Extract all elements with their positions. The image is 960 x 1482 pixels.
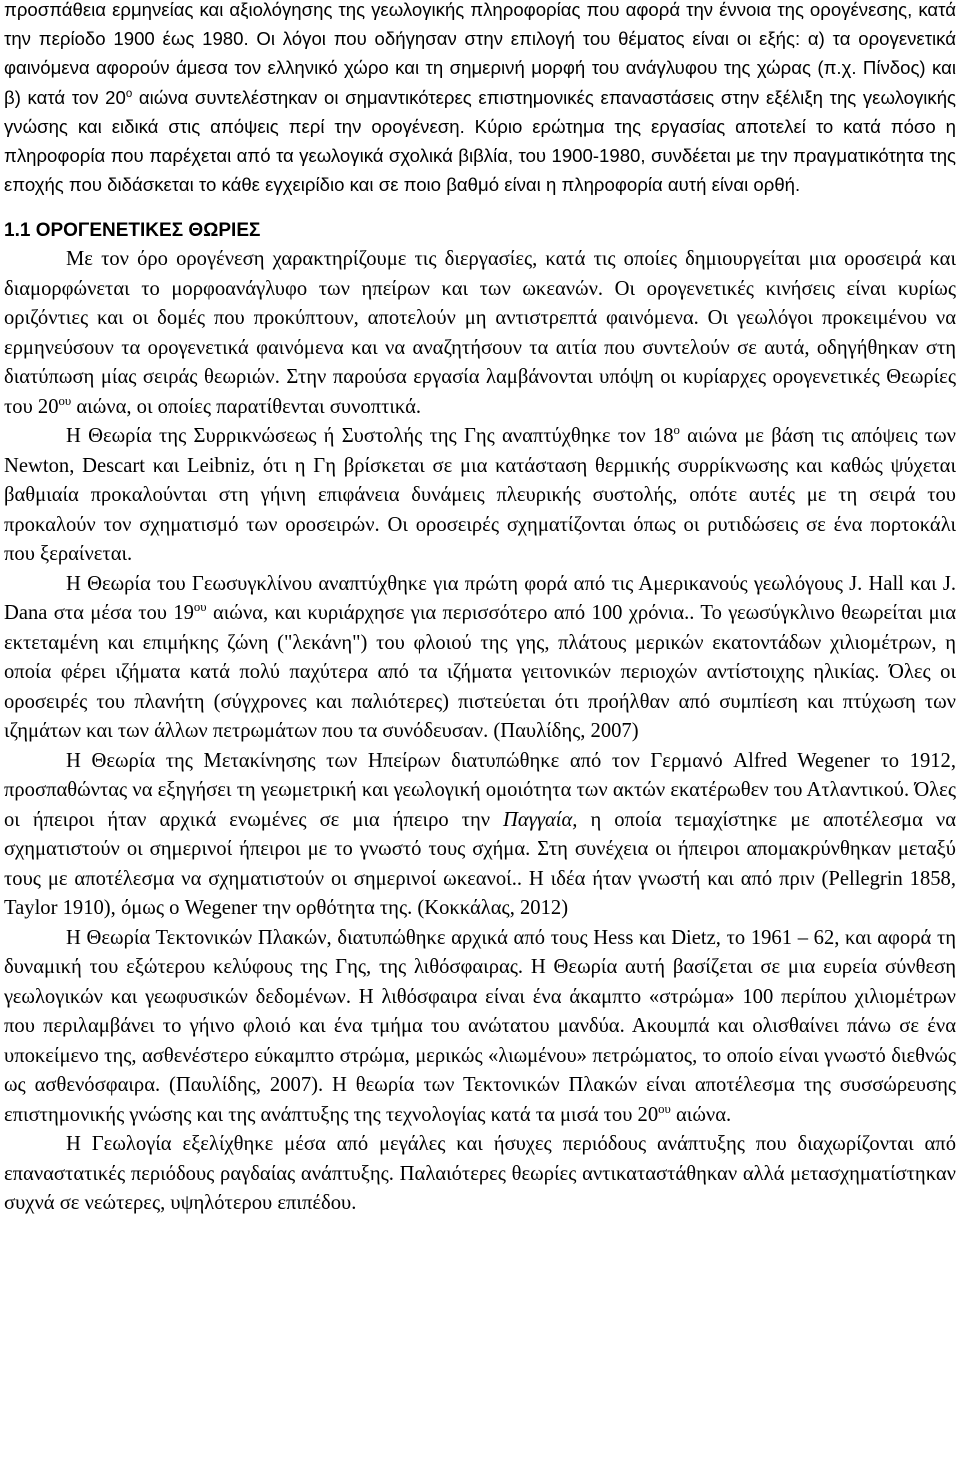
paragraph-text: Η Θεωρία του Γεωσυγκλίνου αναπτύχθηκε για πρώτη φορά από τις Αμερικανούς γεωλόγους J. Hall και J. Dana στα μέσα του 19: [4, 572, 956, 625]
paragraph-orogenesis-definition: [4, 245, 956, 422]
superscript: ου: [193, 600, 207, 615]
paragraph-geosyncline-theory: [4, 570, 956, 747]
paragraph-text: αιώνα, οι οποίες παρατίθενται συνοπτικά.: [71, 395, 422, 418]
paragraph-geology-evolution: [4, 1130, 956, 1219]
intro-text-part-2: αιώνα συντελέστηκαν οι σημαντικότερες επιστημονικές επαναστάσεις στην εξέλιξη της γεωλογικής γνώσης και ειδικά στις απόψεις περί την ορογένεση. Κύριο ερώτημα της εργασίας αποτελεί το κατά πόσο η πληροφορία που παρέχεται από τα γεωλογικά σχολικά βιβλία, του 1900-1980, συνδέεται με την πραγματικότητα της εποχής που διδάσκεται το κάθε εγχειρίδιο και σε ποιο βαθμό είναι η πληροφορία αυτή είναι ορθή.: [4, 86, 957, 196]
paragraph-text: Η Θεωρία Τεκτονικών Πλακών, διατυπώθηκε αρχικά από τους Hess και Dietz, το 1961 – 62, και αφορά τη δυναμική του εξώτερου κελύφους της Γης, της λιθόσφαιρας. Η Θεωρία αυτή βασίζεται σε μια ευρεία σύνθεση γεωλογικών και γεωφυσικών δεδομένων. Η λιθόσφαιρα είναι ένα άκαμπτο «στρώμα» 100 περίπου χιλιομέτρων που περιλαμβάνει το γήινο φλοιό και ένα τμήμα του ανώτατου μανδύα. Ακουμπά και ολισθαίνει πάνω σε ένα υποκείμενο της, ασθενέστερο εύκαμπτο στρώμα, μερικώς «λιωμένου» πετρώματος, το οποίο είναι γνωστό διεθνώς ως ασθενόσφαιρα. (Παυλίδης, 2007). Η θεωρία των Τεκτονικών Πλακών είναι αποτέλεσμα της συσσώρευσης επιστημονικής γνώσης και της ανάπτυξης της τεχνολογίας κατά τα μισά του 20: [4, 926, 956, 1126]
document-page: [4, 0, 956, 1219]
paragraph-text: Με τον όρο ορογένεση χαρακτηρίζουμε τις διεργασίες, κατά τις οποίες δημιουργείται μια οροσειρά και διαμορφώνεται το μορφοανάγλυφο των ηπείρων και των ωκεανών. Οι ορογενετικές κινήσεις είναι κυρίως οριζόντιες και οι δομές που προκύπτουν, αποτελούν μη αντιστρεπτά φαινόμενα. Οι γεωλόγοι προκειμένου να ερμηνεύσουν τα ορογενετικά φαινόμενα και να αναζητήσουν τα αιτία που συντελούν σε αυτά, οδηγήθηκαν στη διατύπωση μίας σειράς θεωριών. Στην παρούσα εργασία λαμβάνονται υπόψη οι κυρίαρχες ορογενετικές Θεωρίες του 20: [4, 248, 956, 418]
superscript: ου: [658, 1102, 671, 1117]
pangaea-term: Παγγαία,: [503, 808, 578, 831]
paragraph-plate-tectonics: [4, 924, 956, 1131]
superscript: ου: [58, 394, 72, 409]
paragraph-text: Η Θεωρία της Συρρικνώσεως ή Συστολής της Γης αναπτύχθηκε τον 18: [66, 425, 674, 448]
paragraph-text: η οποία τεμαχίστηκε με αποτέλεσμα να σχηματιστούν οι σημερινοί ήπειροι με το γνωστό τους σχήμα. Στη συνέχεια οι ήπειροι απομακρύνθηκαν μεταξύ τους με αποτέλεσμα να σχηματιστούν οι σημερινοί ωκεανοί.. Η ιδέα ήταν γνωστή και από πριν (Pellegrin 1858, Taylor 1910), όμως ο Wegener την ορθότητα της. (Κοκκάλας, 2012): [4, 808, 956, 920]
intro-paragraph: [4, 0, 956, 199]
paragraph-text: αιώνα με βάση τις απόψεις των Newton, Descart και Leibniz, ότι η Γη βρίσκεται σε μια κατάσταση θερμικής συρρίκνωσης και καθώς ψύχεται βαθμιαία προκαλούνται στη γήινη επιφάνεια δυνάμεις πλευρικής συστολής, οπότε αυτές με τη σειρά του προκαλούν τον σχηματισμό των οροσειρών. Οι οροσειρές σχηματίζονται όπως οι ρυτιδώσεις σε ένα πορτοκάλι που ξεραίνεται.: [4, 425, 956, 566]
paragraph-text: Η Θεωρία της Μετακίνησης των Ηπείρων διατυπώθηκε από τον Γερμανό Alfred Wegener το 1912, προσπαθώντας να εξηγήσει τη γεωμετρική και γεωλογική ομοιότητα των ακτών εκατέρωθεν του Ατλαντικού. Όλες οι ήπειροι ήταν αρχικά ενωμένες σε μια ήπειρο την: [4, 749, 956, 831]
paragraph-text: αιώνα, και κυριάρχησε για περισσότερο από 100 χρόνια.. Το γεωσύγκλινο θεωρείται μια εκτεταμένη και επιμήκης ζώνη ("λεκάνη") του φλοιού της γης, πλάτους μερικών εκατοντάδων χιλιομέτρων, η οποία φέρει ιζήματα κατά πολύ παχύτερα από τα ιζήματα γειτονικών περιοχών αντίστοιχης ηλικίας. Όλες οι οροσειρές του πλανήτη (σύγχρονες και παλιότερες) πιστεύεται ότι προήλθαν από συμπίεση και πτύχωση των ιζημάτων και των άλλων πετρωμάτων που τα συνόδευσαν. (Παυλίδης, 2007): [4, 602, 956, 743]
paragraph-continental-drift: [4, 747, 956, 924]
section-heading: 1.1 ΟΡΟΓΕΝΕΤΙΚΕΣ ΘΩΡΙΕΣ: [4, 220, 261, 242]
intro-text-part-1: προσπάθεια ερμηνείας και αξιολόγησης της γεωλογικής πληροφορίας που αφορά την έννοια της ορογένεσης, κατά την περίοδο 1900 έως 1980. Οι λόγοι που οδήγησαν στην επιλογή του θέματος είναι οι εξής: α) τα ορογενετικά φαινόμενα αφορούν άμεσα τον ελληνικό χώρο και τη σημερινή μορφή του ανάγλυφου της χώρας (π.χ. Πίνδος) και β) κατά τον 20: [4, 0, 956, 108]
intro-superscript: ο: [125, 87, 133, 100]
superscript: ο: [673, 423, 680, 438]
paragraph-text: αιώνα.: [670, 1103, 732, 1126]
paragraph-contraction-theory: [4, 422, 956, 570]
paragraph-text: Η Γεωλογία εξελίχθηκε μέσα από μεγάλες και ήσυχες περιόδους ανάπτυξης που διαχωρίζονται από επαναστατικές περιόδους ραγδαίας ανάπτυξης. Παλαιότερες θεωρίες αντικαταστάθηκαν αλλά μετασχηματίστηκαν συχνά σε νεώτερες, υψηλότερου επιπέδου.: [4, 1133, 956, 1215]
